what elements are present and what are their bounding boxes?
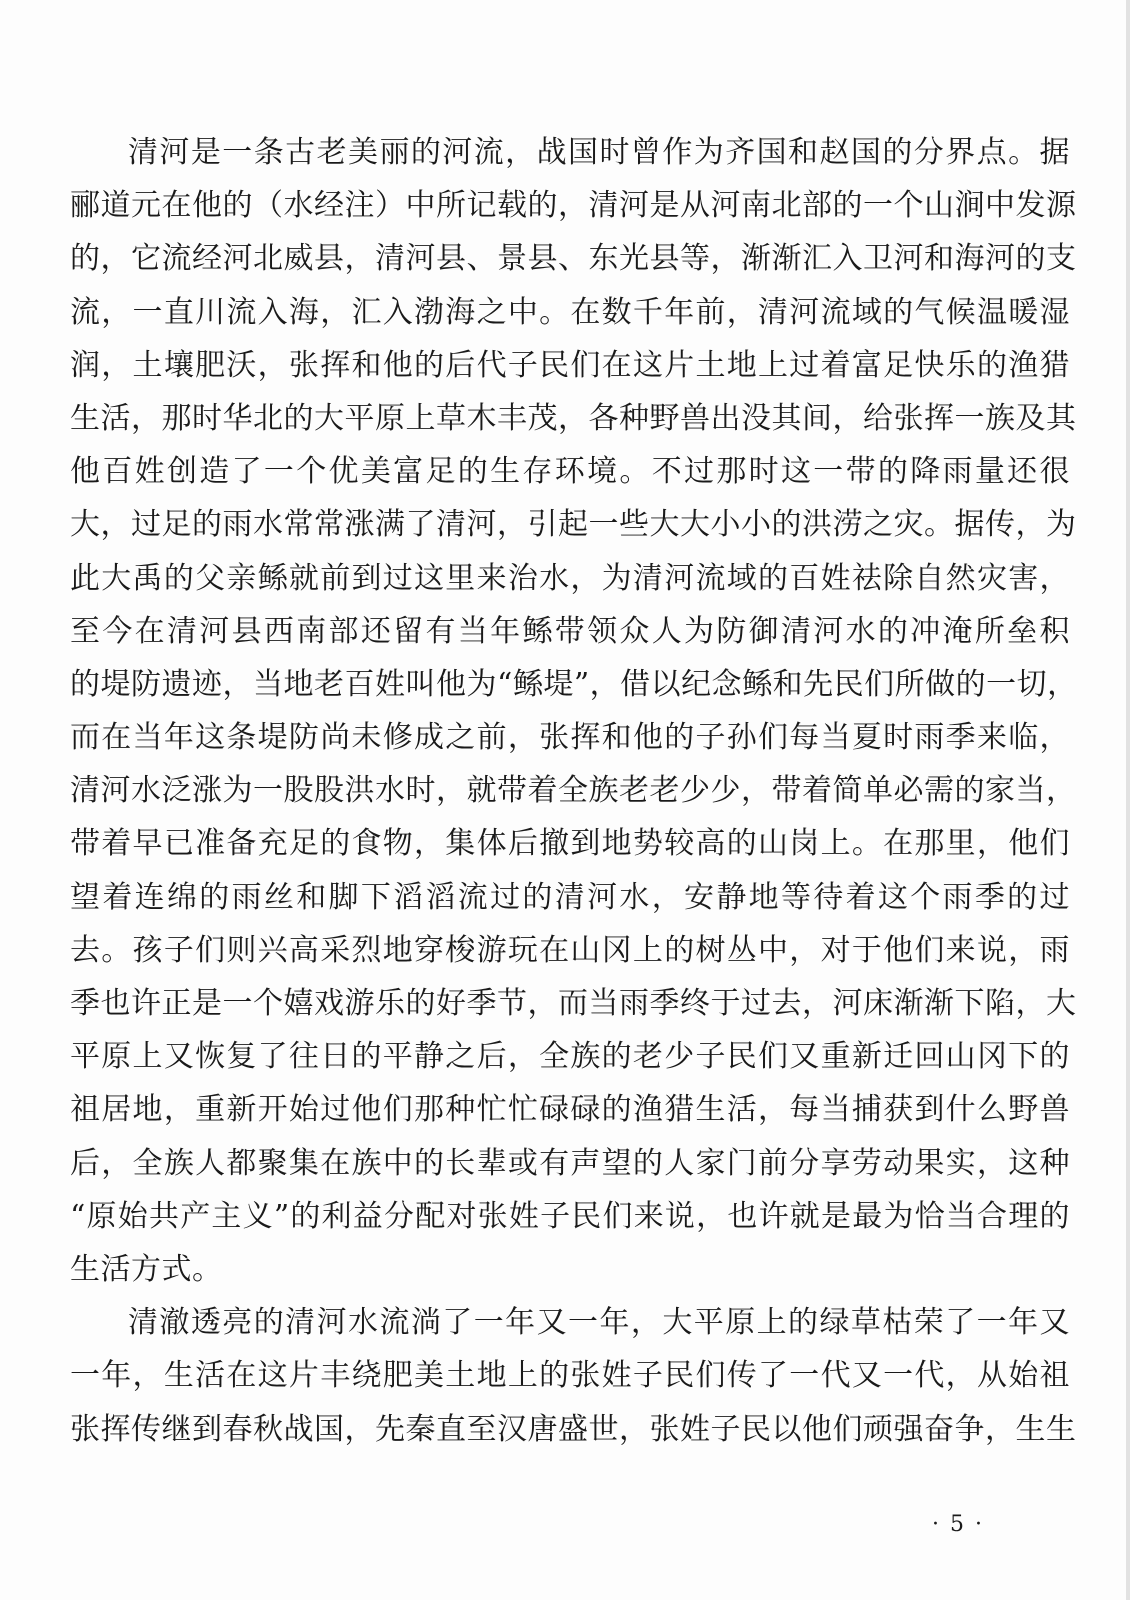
- page-edge: [1126, 0, 1130, 1600]
- text-line: 季也许正是一个嬉戏游乐的好季节，而当雨季终于过去，河床渐渐下陷，大: [70, 986, 1077, 1021]
- text-line: 带着早已准备充足的食物，集体后撤到地势较高的山岗上。在那里，他们: [70, 826, 1070, 862]
- text-line: 清澈透亮的清河水流淌了一年又一年，大平原上的绿草枯荣了一年又: [128, 1305, 1070, 1341]
- text-line: 生活方式。: [70, 1251, 223, 1287]
- body-text: [70, 126, 1078, 1456]
- text-line: 后，全族人都聚集在族中的长辈或有声望的人家门前分享劳动果实，这种: [70, 1145, 1070, 1181]
- text-line: 望着连绵的雨丝和脚下滔滔流过的清河水，安静地等待着这个雨季的过: [70, 879, 1070, 915]
- text-line: 平原上又恢复了往日的平静之后，全族的老少子民们又重新迁回山冈下的: [70, 1039, 1070, 1075]
- text-line: 的，它流经河北威县，清河县、景县、东光县等，渐渐汇入卫河和海河的支: [70, 241, 1077, 277]
- text-line: 清河水泛涨为一股股洪水时，就带着全族老老少少，带着简单必需的家当，: [70, 773, 1077, 809]
- text-line: 的堤防遗迹，当地老百姓叫他为“鲧堤”，借以纪念鲧和先民们所做的一切，: [70, 666, 1078, 702]
- text-line: 清河是一条古老美丽的河流，战国时曾作为齐国和赵国的分界点。据: [128, 135, 1070, 170]
- text-line: 至今在清河县西南部还留有当年鲧带领众人为防御清河水的冲淹所垒积: [70, 613, 1070, 649]
- text-line: 去。孩子们则兴高采烈地穿梭游玩在山冈上的树丛中，对于他们来说，雨: [70, 932, 1070, 968]
- text-line: 一年，生活在这片丰绕肥美土地上的张姓子民们传了一代又一代，从始祖: [70, 1358, 1070, 1394]
- text-line: 而在当年这条堤防尚未修成之前，张挥和他的子孙们每当夏时雨季来临，: [70, 720, 1070, 756]
- page-number: · 5 ·: [932, 1512, 984, 1537]
- text-line: 大，过足的雨水常常涨满了清河，引起一些大大小小的洪涝之灾。据传，为: [70, 507, 1077, 543]
- text-line: “原始共产主义”的利益分配对张姓子民们来说，也许就是最为恰当合理的: [70, 1198, 1070, 1234]
- text-line: 祖居地，重新开始过他们那种忙忙碌碌的渔猎生活，每当捕获到什么野兽: [70, 1092, 1070, 1128]
- text-line: 润，土壤肥沃，张挥和他的后代子民们在这片土地上过着富足快乐的渔猎: [70, 347, 1070, 383]
- text-line: 他百姓创造了一个优美富足的生存环境。不过那时这一带的降雨量还很: [70, 454, 1070, 490]
- text-line: 流，一直川流入海，汇入渤海之中。在数千年前，清河流域的气候温暖湿: [70, 294, 1070, 330]
- text-line: 张挥传继到春秋战国，先秦直至汉唐盛世，张姓子民以他们顽强奋争，生生: [70, 1411, 1077, 1447]
- text-line: 生活，那时华北的大平原上草木丰茂，各种野兽出没其间，给张挥一族及其: [70, 400, 1077, 436]
- text-line: 此大禹的父亲鲧就前到过这里来治水，为清河流域的百姓祛除自然灾害，: [70, 560, 1070, 596]
- text-line: 郦道元在他的（水经注）中所记载的，清河是从河南北部的一个山涧中发源: [70, 188, 1077, 224]
